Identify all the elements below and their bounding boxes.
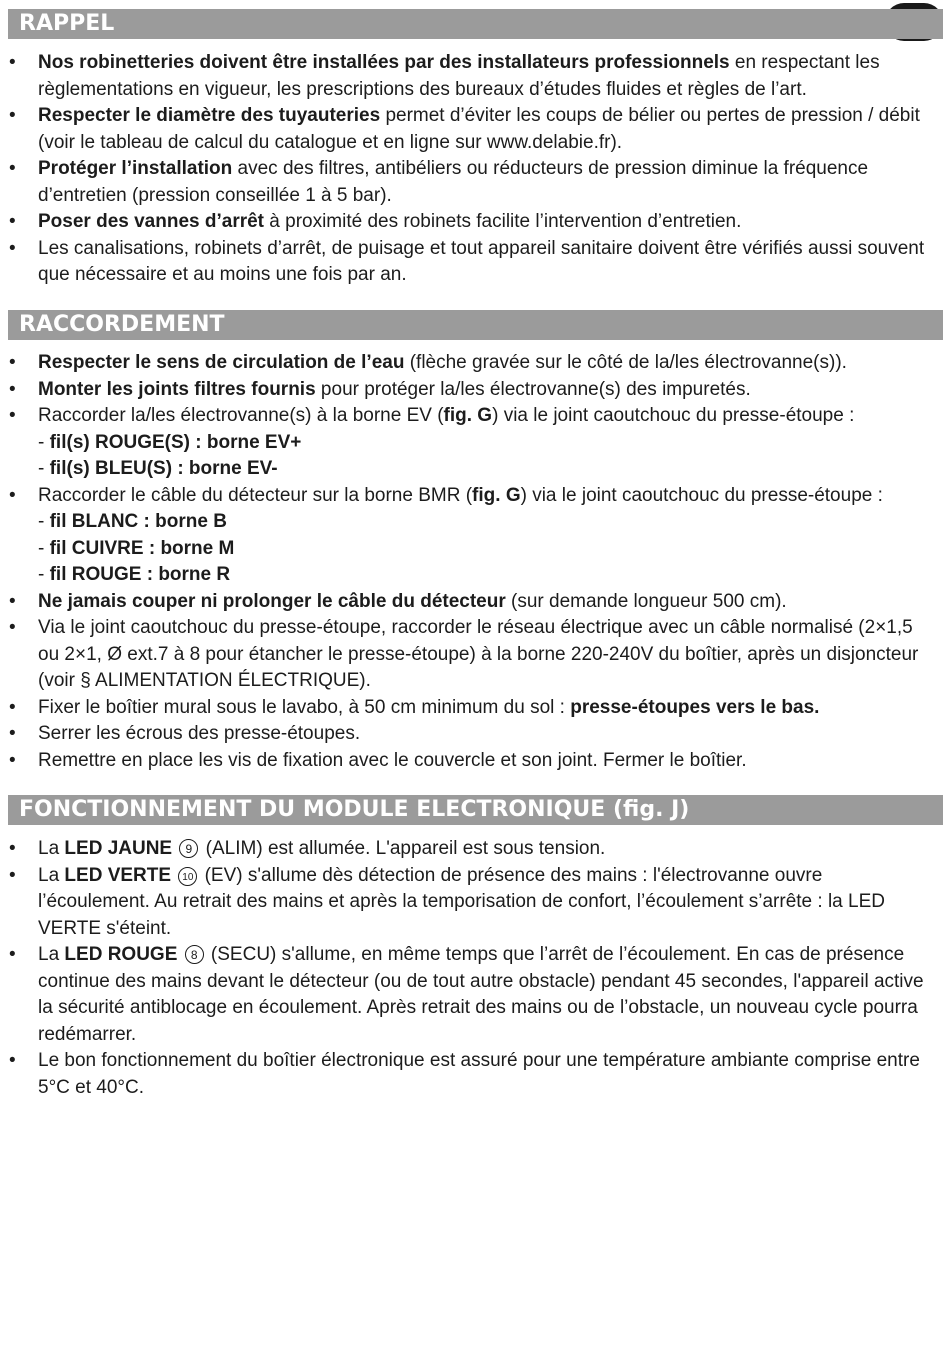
raccordement-list bbox=[0, 350, 935, 774]
sub-item: - fil CUIVRE : borne M bbox=[38, 537, 235, 559]
list-item: • Raccorder le câble du détecteur sur la borne BMR (fig. G) via le joint caoutchouc du presse-étoupe : - fil BLANC : borne B - fil CUIVRE : borne M - fil ROUGE : borne R bbox=[0, 483, 935, 589]
sub-item: - fil(s) BLEU(S) : borne EV- bbox=[38, 458, 278, 479]
list-item: • Poser des vannes d’arrêt à proximité des robinets facilite l’intervention d’entretien. bbox=[0, 209, 935, 236]
list-item: • Monter les joints filtres fournis pour protéger la/les électrovanne(s) des impuretés. bbox=[0, 377, 935, 404]
callout-number-icon: 9 bbox=[179, 839, 198, 858]
list-item: • Ne jamais couper ni prolonger le câble du détecteur (sur demande longueur 500 cm). bbox=[0, 589, 935, 616]
section-header-fonctionnement: FONCTIONNEMENT DU MODULE ELECTRONIQUE (fig. J) bbox=[8, 795, 943, 825]
list-item: • La LED VERTE 10 (EV) s'allume dès détection de présence des mains : l'électrovanne ouvre l’écoulement. Au retrait des mains et après la temporisation de confort, l’écoulement s’arrête : la LED VERTE s'éteint. bbox=[0, 863, 935, 943]
list-item: • La LED JAUNE 9 (ALIM) est allumée. L'appareil est sous tension. bbox=[0, 836, 935, 863]
sub-item: - fil BLANC : borne B bbox=[38, 511, 227, 532]
sub-item: - fil(s) ROUGE(S) : borne EV+ bbox=[38, 431, 302, 453]
section-header-rappel: RAPPEL bbox=[8, 9, 943, 39]
list-item: • Fixer le boîtier mural sous le lavabo, à 50 cm minimum du sol : presse-étoupes vers le bas. bbox=[0, 695, 935, 722]
list-item: • Via le joint caoutchouc du presse-étoupe, raccorder le réseau électrique avec un câble normalisé (2×1,5 ou 2×1, Ø ext.7 à 8 pour étancher le presse-étoupe) à la borne 220-240V du boîtier, après un disjoncteur (voir § ALIMENTATION ÉLECTRIQUE). bbox=[0, 615, 935, 695]
callout-number-icon: 10 bbox=[178, 867, 197, 886]
list-item: • La LED ROUGE 8 (SECU) s'allume, en même temps que l’arrêt de l’écoulement. En cas de présence continue des mains devant le détecteur (ou de tout autre obstacle) pendant 45 secondes, l'appareil active la sécurité antiblocage en écoulement. Après retrait des mains ou de l’obstacle, un nouveau cycle pourra redémarrer. bbox=[0, 942, 935, 1048]
list-item: • Respecter le diamètre des tuyauteries permet d’éviter les coups de bélier ou pertes de pression / débit (voir le tableau de calcul du catalogue et en ligne sur www.delabie.fr). bbox=[0, 103, 935, 156]
list-item: • Le bon fonctionnement du boîtier électronique est assuré pour une température ambiante comprise entre 5°C et 40°C. bbox=[0, 1048, 935, 1101]
callout-number-icon: 8 bbox=[185, 945, 204, 964]
list-item: • Protéger l’installation avec des filtres, antibéliers ou réducteurs de pression diminue la fréquence d’entretien (pression conseillée 1 à 5 bar). bbox=[0, 156, 935, 209]
list-item: • Raccorder la/les électrovanne(s) à la borne EV (fig. G) via le joint caoutchouc du presse-étoupe : - fil(s) ROUGE(S) : borne EV+ - fil(s) BLEU(S) : borne EV- bbox=[0, 403, 935, 483]
list-item: • Serrer les écrous des presse-étoupes. bbox=[0, 721, 935, 748]
list-item: • Nos robinetteries doivent être installées par des installateurs professionnels en respectant les règlementations en vigueur, les prescriptions des bureaux d’études fluides et règles de l’art. bbox=[0, 50, 935, 103]
list-item: • Les canalisations, robinets d’arrêt, de puisage et tout appareil sanitaire doivent être vérifiés aussi souvent que nécessaire et au moins une fois par an. bbox=[0, 236, 935, 289]
list-item: • Remettre en place les vis de fixation avec le couvercle et son joint. Fermer le boîtier. bbox=[0, 748, 935, 775]
sub-item: - fil ROUGE : borne R bbox=[38, 564, 231, 585]
rappel-list bbox=[0, 50, 935, 289]
section-header-raccordement: RACCORDEMENT bbox=[8, 310, 943, 340]
list-item: • Respecter le sens de circulation de l’eau (flèche gravée sur le côté de la/les électrovanne(s)). bbox=[0, 350, 935, 377]
fonctionnement-list bbox=[0, 836, 935, 1101]
